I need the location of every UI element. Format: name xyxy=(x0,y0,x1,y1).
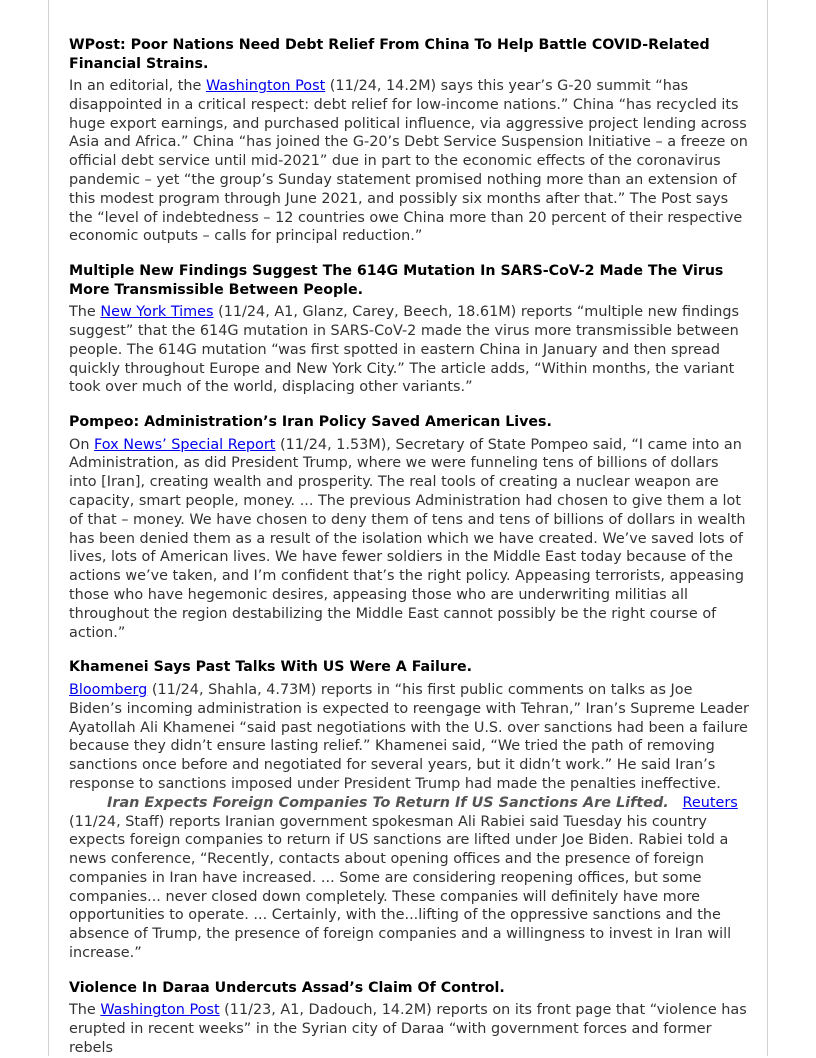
source-link-fox-news[interactable]: Fox News’ Special Report xyxy=(94,436,276,453)
source-link-washington-post[interactable]: Washington Post xyxy=(205,78,326,94)
article-body: The Washington Post (11/23, A1, Dadouch, 14.2M) reports on its front page that “violence has erupted in recent weeks” in the Syrian city of Daraa “with government forces and former rebels xyxy=(69,1002,747,1056)
article-body: Bloomberg (11/24, Shahla, 4.73M) reports in “his first public comments on talks as Joe Biden’s incoming administration is expected to reengage with Tehran,” Iran’s Supreme Leader Ayatollah Ali Khamenei “said past negotiations with the U.S. over sanctions had been a failure because they didn’t ensure lasting relief.” Khamenei said, “We tried the path of removing sanctions once before and negotiated for several years, but it didn’t work.” He said Iran’s response to sanctions imposed under President Trump had made the penalties ineffective. xyxy=(69,681,749,792)
source-link-reuters[interactable]: Reuters xyxy=(682,794,738,811)
newsletter-content xyxy=(69,36,749,1058)
article-headline: Multiple New Findings Suggest The 614G Mutation In SARS-CoV-2 Made The Virus More Transmissible Between People. xyxy=(69,263,724,298)
article-body: The New York Times (11/24, A1, Glanz, Carey, Beech, 18.61M) reports “multiple new findings suggest” that the 614G mutation in SARS-CoV-2 made the virus more transmissible between people. The 614G mutation “was first spotted in eastern China in January and then spread quickly throughout Europe and New York City.” The article adds, “Within months, the variant took over much of the world, displacing other variants.” xyxy=(69,304,740,396)
article-headline: WPost: Poor Nations Need Debt Relief From China To Help Battle COVID-Related Financial Strains. xyxy=(69,37,710,72)
article-headline: Khamenei Says Past Talks With US Were A Failure. xyxy=(69,659,472,676)
source-link-bloomberg[interactable]: Bloomberg xyxy=(69,681,148,698)
article-pompeo-iran xyxy=(69,413,749,642)
article-body: On Fox News’ Special Report (11/24, 1.53M), Secretary of State Pompeo said, “I came into an Administration, as did President Trump, where we were funneling tens of billions of dollars into [Iran], creating wealth and prosperity. The real tools of creating a nuclear weapon are capacity, smart people, money. ... The previous Administration had chosen to give them a lot of that – money. We have chosen to deny them of tens and tens of billions of dollars in wealth has been denied them as a result of the isolation which we have created. We’ve saved lots of lives, lots of American lives. We have fewer soldiers in the Middle East today because of the actions we’ve taken, and I’m confident that’s the right policy. Appeasing terrorists, appeasing those who have hegemonic desires, appeasing those who are underwriting militias all throughout the region destabilizing the Middle East cannot possibly be the right course of action.” xyxy=(69,436,746,641)
article-614g-mutation xyxy=(69,262,749,397)
article-debt-relief xyxy=(69,36,749,246)
sub-article-body: Iran Expects Foreign Companies To Return If US Sanctions Are Lifted. Reuters (11/24, Staff) reports Iranian government spokesman Ali Rabiei said Tuesday his country expects foreign companies to return if US sanctions are lifted under Joe Biden. Rabiei told a news conference, “Recently, contacts about opening offices and the presence of foreign companies in Iran have increased. ... Some are considering reopening offices, but some companies... never closed down completely. These companies will definitely have more opportunities to operate. ... Certainly, with the...lifting of the oppressive sanctions and the absence of Trump, the presence of foreign companies and a willingness to invest in Iran will increase.” xyxy=(69,794,738,962)
article-daraa-violence xyxy=(69,979,749,1058)
sub-article-headline: Iran Expects Foreign Companies To Return If US Sanctions Are Lifted. xyxy=(107,794,669,811)
document-page xyxy=(48,0,768,1056)
article-headline: Pompeo: Administration’s Iran Policy Saved American Lives. xyxy=(69,414,552,431)
source-link-new-york-times[interactable]: New York Times xyxy=(100,304,214,321)
page-clip xyxy=(49,0,769,1056)
article-headline: Violence In Daraa Undercuts Assad’s Claim Of Control. xyxy=(69,979,505,996)
article-khamenei xyxy=(69,658,749,962)
source-link-washington-post-2[interactable]: Washington Post xyxy=(100,1002,220,1019)
article-body: In an editorial, the Washington Post (11/24, 14.2M) says this year’s G-20 summit “has disappointed in a critical respect: debt relief for low-income nations.” China “has recycled its huge export earnings, and purchased political influence, via aggressive project lending across Asia and Africa.” China “has joined the G-20’s Debt Service Suspension Initiative – a freeze on official debt service until mid-2021” due in part to the economic effects of the coronavirus pandemic – yet “the group’s Sunday statement promised nothing more than an extension of this modest program through June 2021, and possibly six months after that.” The Post says the “level of indebtedness – 12 countries owe China more than 20 percent of their respective economic outputs – calls for principal reduction.” xyxy=(69,78,748,245)
